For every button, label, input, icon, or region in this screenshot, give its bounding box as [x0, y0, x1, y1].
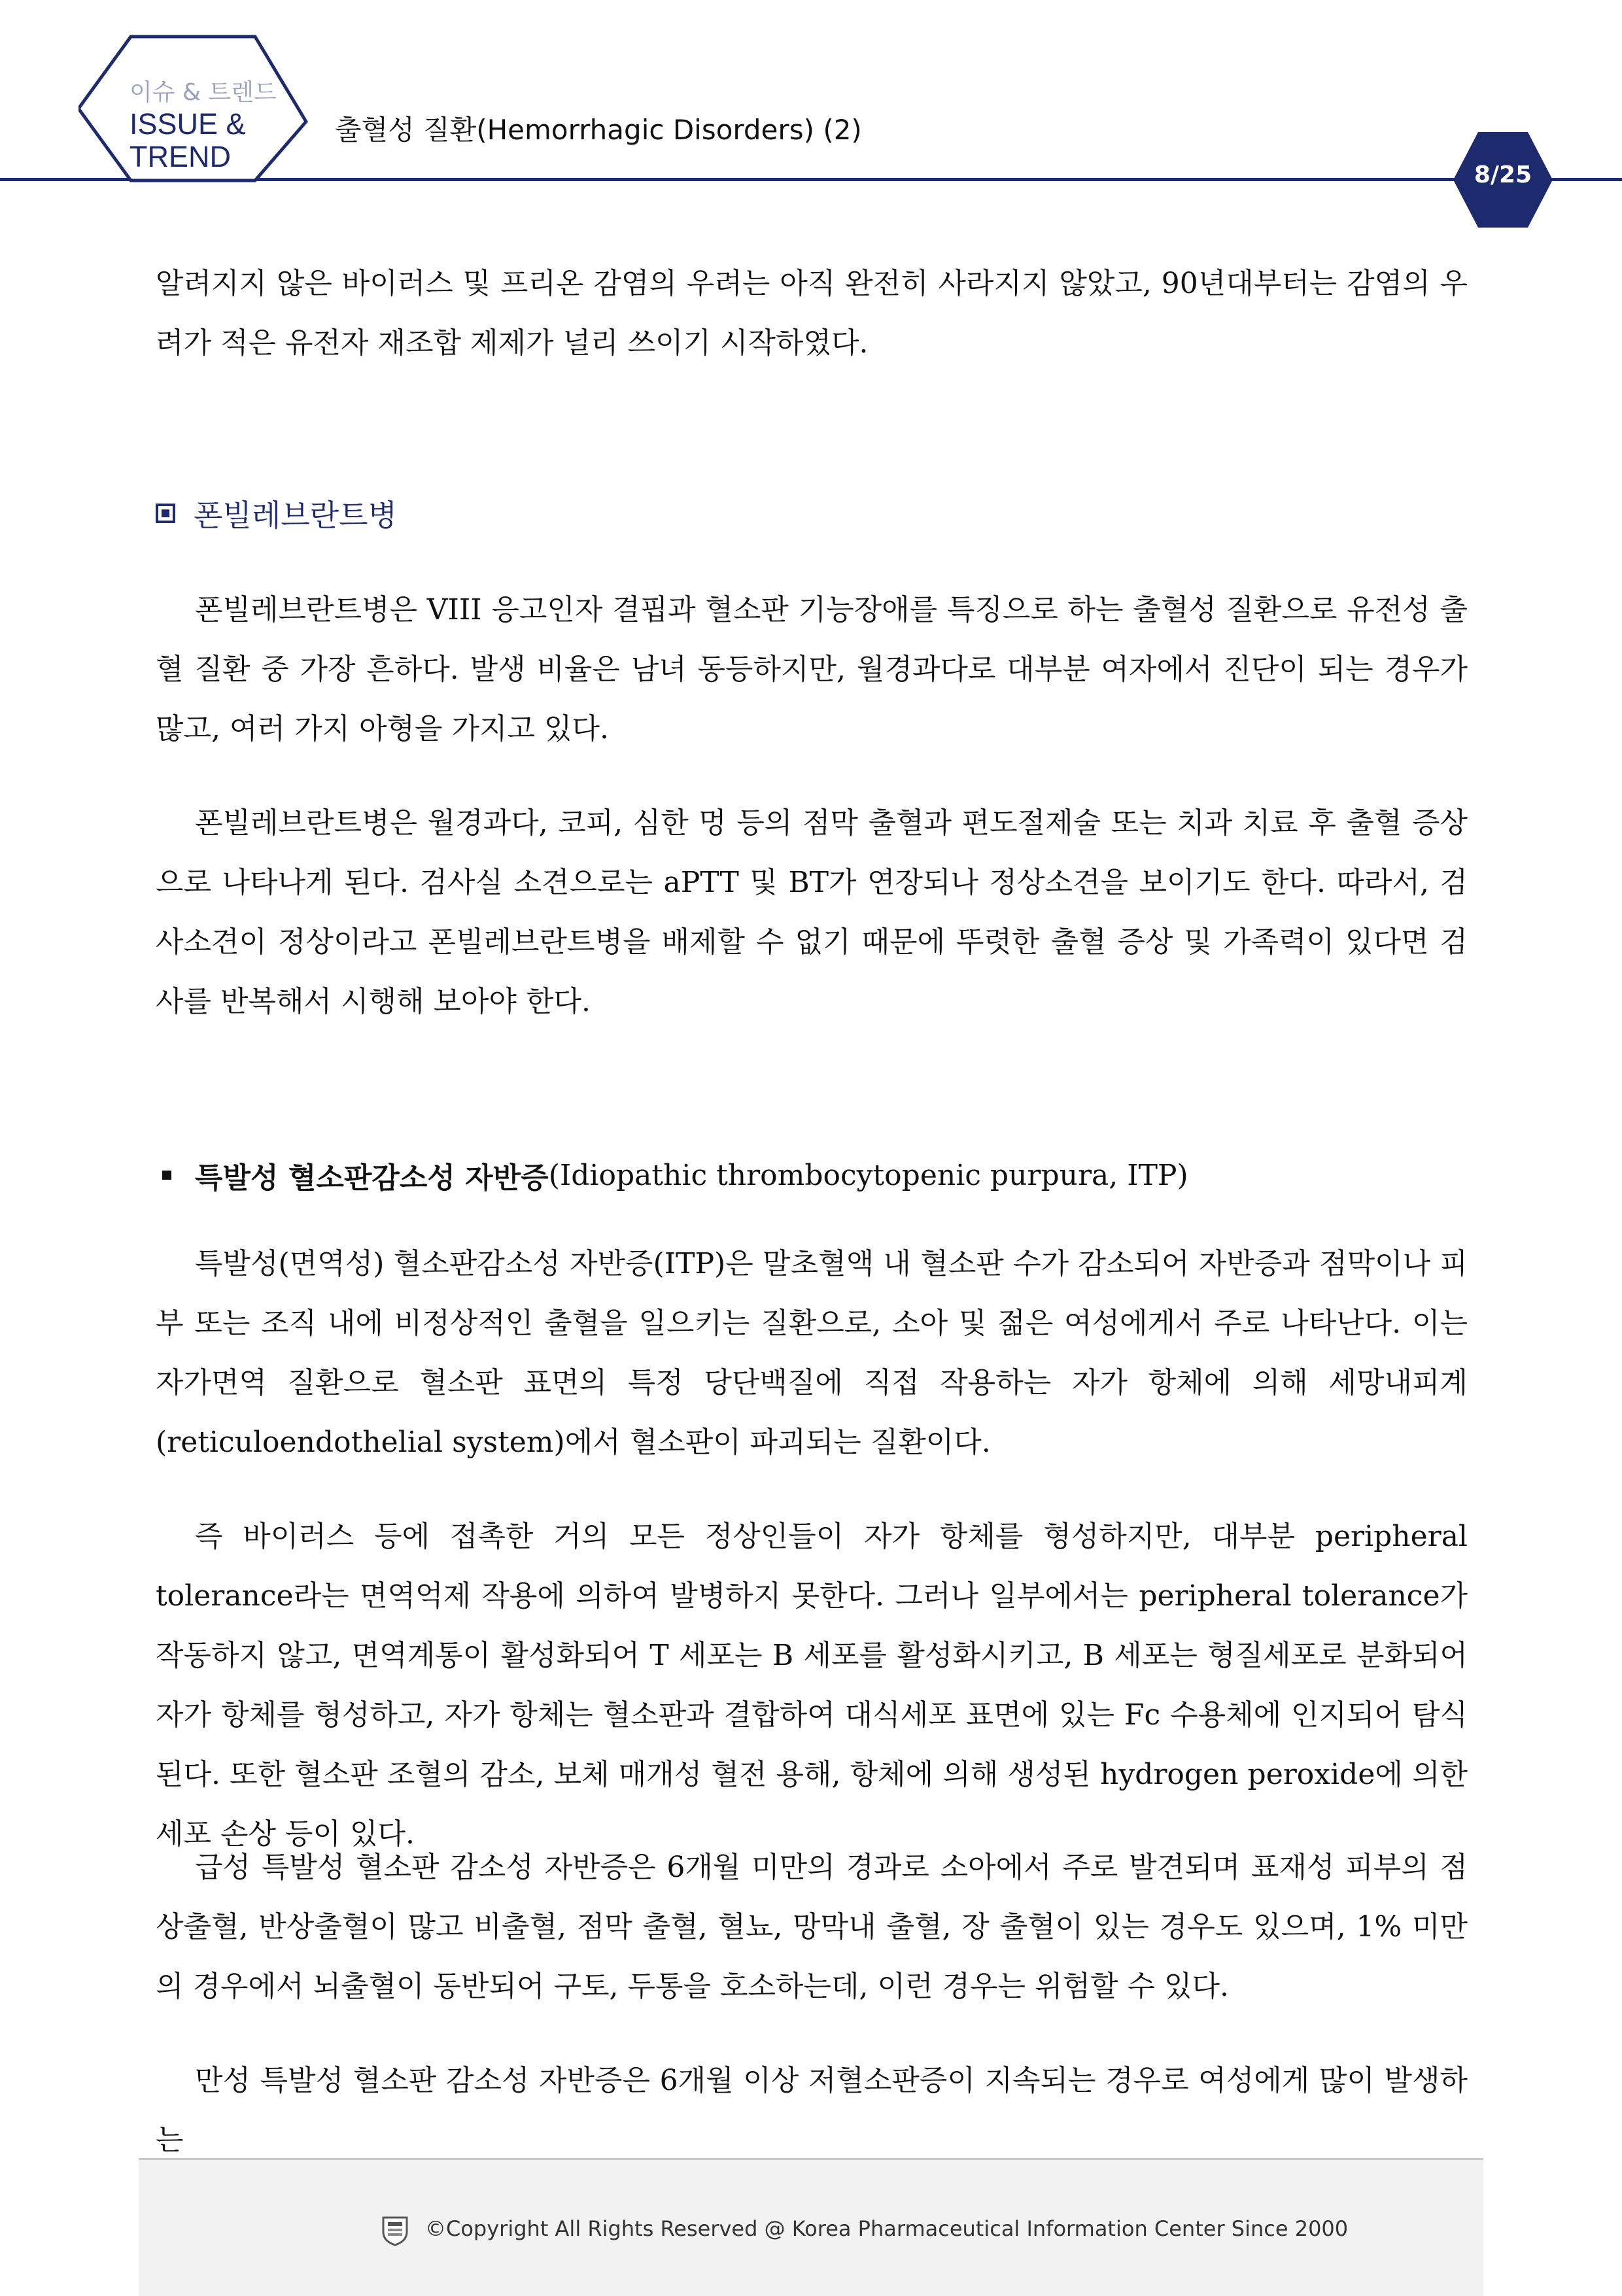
section-heading-itp [162, 1154, 1188, 1196]
section-heading-vwd [156, 492, 397, 535]
logo-korean-text: 이슈 & 트렌드 [129, 79, 277, 106]
intro-paragraph: 알려지지 않은 바이러스 및 프리온 감염의 우려는 아직 완전히 사라지지 않았고, 90년대부터는 감염의 우려가 적은 유전자 재조합 제제가 널리 쓰이기 시작하였다. [156, 267, 1468, 360]
vwd-paragraph-2: 폰빌레브란트병은 월경과다, 코피, 심한 멍 등의 점막 출혈과 편도절제술 또는 치과 치료 후 출혈 증상으로 나타나게 된다. 검사실 소견으로는 aPTT 및 BT가 연장되나 정상소견을 보이기도 한다. 따라서, 검사소견이 정상이라고 폰빌레브란트병을 배제할 수 없기 때문에 뚜렷한 출혈 증상 및 가족력이 있다면 검사를 반복해서 시행해 보아야 한다. [156, 806, 1468, 1018]
itp-paragraph-4: 만성 특발성 혈소판 감소성 자반증은 6개월 이상 저혈소판증이 지속되는 경우로 여성에게 많이 발생하는 [156, 2064, 1468, 2157]
page-number: 8/25 [1474, 162, 1532, 188]
copyright-text: ©Copyright All Rights Reserved @ Korea Pharmaceutical Information Center Since 2000 [425, 2216, 1349, 2241]
itp-paragraph-2: 즉 바이러스 등에 접촉한 거의 모든 정상인들이 자가 항체를 형성하지만, 대부분 peripheral tolerance라는 면역억제 작용에 의하여 발병하지 못한다. 그러나 일부에서는 peripheral tolerance가 작동하지 않고, 면역계통이 활성화되어 T 세포는 B 세포를 활성화시키고, B 세포는 형질세포로 분화되어 자가 항체를 형성하고, 자가 항체는 혈소판과 결합하여 대식세포 표면에 있는 Fc 수용체에 인지되어 탐식 된다. 또한 혈소판 조혈의 감소, 보체 매개성 혈전 용해, 항체에 의해 생성된 hydrogen peroxide에 의한 세포 손상 등이 있다. [156, 1520, 1468, 1851]
logo-english-line1: ISSUE & [129, 107, 246, 141]
document-title: 출혈성 질환(Hemorrhagic Disorders) (2) [335, 114, 862, 146]
section-box-icon [156, 504, 175, 523]
logo-english-line2: TREND [129, 140, 231, 173]
kpic-emblem-icon [381, 2215, 409, 2246]
itp-paragraph-1: 특발성(면역성) 혈소판감소성 자반증(ITP)은 말초혈액 내 혈소판 수가 감소되어 자반증과 점막이나 피부 또는 조직 내에 비정상적인 출혈을 일으키는 질환으로, 소아 및 젊은 여성에게서 주로 나타난다. 이는 자가면역 질환으로 혈소판 표면의 특정 당단백질에 직접 작용하는 자가 항체에 의해 세망내피계(reticuloendothelial system)에서 혈소판이 파괴되는 질환이다. [156, 1247, 1468, 1459]
page-footer [139, 2158, 1483, 2296]
vwd-paragraph-1: 폰빌레브란트병은 VIII 응고인자 결핍과 혈소판 기능장애를 특징으로 하는 출혈성 질환으로 유전성 출혈 질환 중 가장 흔하다. 발생 비율은 남녀 동등하지만, 월경과다로 대부분 여자에서 진단이 되는 경우가 많고, 여러 가지 아형을 가지고 있다. [156, 593, 1468, 745]
section-heading-itp-korean: 특발성 혈소판감소성 자반증 [195, 1161, 549, 1195]
itp-paragraph-3: 급성 특발성 혈소판 감소성 자반증은 6개월 미만의 경과로 소아에서 주로 발견되며 표재성 피부의 점상출혈, 반상출혈이 많고 비출혈, 점막 출혈, 혈뇨, 망막내 출혈, 장 출혈이 있는 경우도 있으며, 1% 미만의 경우에서 뇌출혈이 동반되어 구토, 두통을 호소하는데, 이런 경우는 위험할 수 있다. [156, 1851, 1468, 2003]
section-heading-itp-english: (Idiopathic thrombocytopenic purpura, ITP) [548, 1158, 1188, 1192]
section-heading-vwd-text: 폰빌레브란트병 [194, 498, 398, 533]
bullet-square-icon [162, 1171, 171, 1180]
